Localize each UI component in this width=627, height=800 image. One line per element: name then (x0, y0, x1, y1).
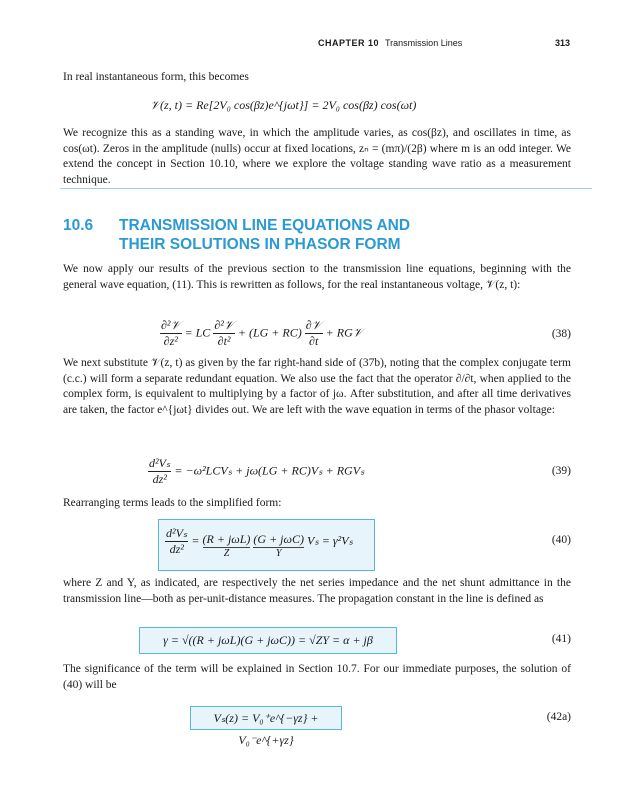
paragraph-standing-wave: We recognize this as a standing wave, in which the amplitude varies, as cos(βz), and oscillates in time, as cos(ωt). Zeros in the amplitude (nulls) occur at fixed locations, zₙ = (mπ)/(2β) where m is an odd integer. We extend the concept in Section 10.10, where we explore the voltage standing wave ratio as a measurement technique. (63, 127, 571, 186)
equation-42a-label: (42a) (546, 711, 571, 723)
equation-38-label: (38) (551, 328, 571, 340)
equation-38: $\frac{\text{∂²𝒱}}{\text{∂z²}}$ = LC $\frac{\text{∂²𝒱}}{\text{∂t²}}$ + (LG + RC) $\frac{\text{∂𝒱}}{\partial t}$ + RG𝒱 (161, 318, 363, 348)
y-label: Y (275, 548, 282, 559)
frac-dv-dt: $\frac{\text{∂𝒱}}{\partial t}$ (305, 318, 322, 348)
equation-42a-box: Vₛ(z) = V₀⁺e^{−γz} + V₀⁻e^{+γz} (190, 706, 342, 730)
paragraph-impedance: where Z and Y, as indicated, are respectively the net series impedance and the net shunt admittance in the transmission line—both as per-unit-distance measures. The propagation constant in the line is defined as (63, 577, 571, 605)
section-heading (63, 216, 410, 254)
page-number: 313 (554, 38, 570, 48)
paragraph-solution: The significance of the term will be explained in Section 10.7. For our immediate purposes, the solution of (40) will be (63, 663, 571, 691)
section-title-line2: THEIR SOLUTIONS IN PHASOR FORM (119, 236, 401, 253)
section-title-line1: TRANSMISSION LINE EQUATIONS AND (119, 217, 411, 234)
equation-41-label: (41) (551, 633, 571, 645)
frac-d2v-dz2: $\frac{\text{∂²𝒱}}{\text{∂z²}}$ (161, 318, 181, 348)
equation-41-box: γ = √((R + jωL)(G + jωC)) = √ZY = α + jβ (139, 627, 397, 654)
paragraph-rearranging: Rearranging terms leads to the simplified form: (63, 497, 282, 509)
running-header (318, 38, 570, 48)
equation-instantaneous: 𝒱(z, t) = Re[2V₀ cos(βz)e^{jωt}] = 2V₀ cos(βz) cos(ωt) (150, 98, 417, 112)
section-divider (60, 188, 592, 189)
equation-40-box: $\frac{\text{d²Vₛ}}{\text{dz²}}$ = (R + jωL) Z (G + jωC) Y Vₛ = γ²Vₛ (158, 519, 375, 571)
frac-d2v-dt2: $\frac{\text{∂²𝒱}}{\text{∂t²}}$ (214, 318, 234, 348)
z-label: Z (223, 548, 230, 559)
paragraph-substitution: We next substitute 𝒱(z, t) as given by the far right-hand side of (37b), noting that the complex conjugate term (c.c.) will form a separate redundant equation. We also use the fact that the operator ∂/∂t, when applied to the complex form, is equivalent to multiplying by a factor of jω. After substitution, and after all time derivatives are taken, the factor e^{jωt} divides out. We are left with the wave equation in terms of the phasor voltage: (63, 357, 571, 416)
section-number: 10.6 (63, 217, 94, 234)
chapter-title: Transmission Lines (385, 38, 463, 48)
equation-39-label: (39) (551, 465, 571, 477)
paragraph-intro: In real instantaneous form, this becomes (63, 71, 249, 83)
equation-39: $\frac{\text{d²Vₛ}}{\text{dz²}}$ = −ω²LCVₛ + jω(LG + RC)Vₛ + RGVₛ (149, 456, 365, 486)
paragraph-wave-equation: We now apply our results of the previous section to the transmission line equations, beginning with the general wave equation, (11). This is rewritten as follows, for the real instantaneous voltage, 𝒱(z, t): (63, 263, 571, 291)
equation-40-label: (40) (551, 534, 571, 546)
chapter-label: CHAPTER 10 (318, 38, 380, 48)
